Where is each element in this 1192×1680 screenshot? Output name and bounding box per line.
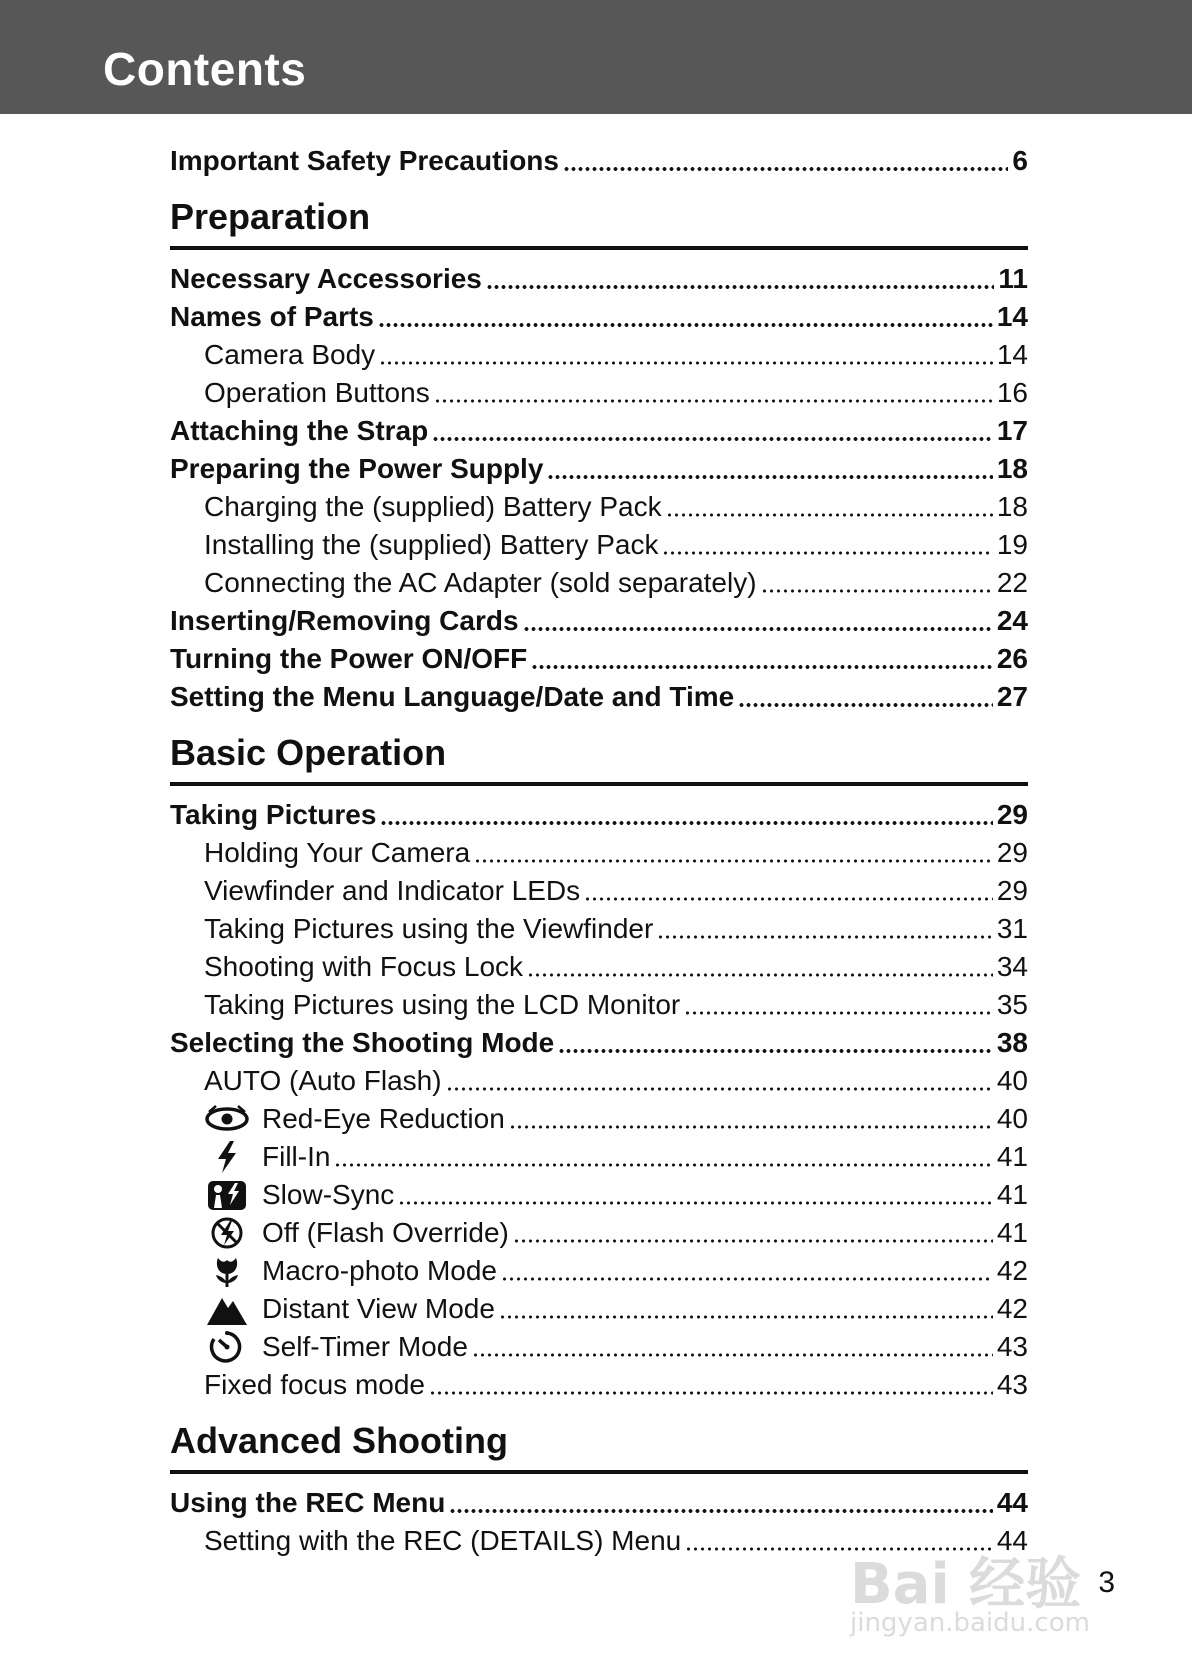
toc-entry-page: 41	[996, 1179, 1028, 1210]
leader-dots	[666, 513, 993, 517]
toc-entry-page: 40	[996, 1103, 1028, 1134]
toc-entry-label: Fixed focus mode	[204, 1369, 425, 1400]
toc-entry-page: 41	[996, 1141, 1028, 1172]
toc-entry-label: Fill-In	[262, 1141, 331, 1172]
toc-entry-page: 16	[996, 377, 1028, 408]
red-eye-icon	[204, 1102, 250, 1136]
toc-entry-page: 44	[996, 1487, 1028, 1518]
toc-entry[interactable]	[170, 1138, 1028, 1176]
toc-entry-page: 11	[998, 263, 1028, 294]
leader-dots	[432, 437, 993, 441]
leader-dots	[761, 589, 993, 593]
toc-entry-page: 17	[996, 415, 1028, 446]
toc-entry-page: 27	[996, 681, 1028, 712]
toc-entry[interactable]	[170, 450, 1028, 488]
leader-dots	[398, 1201, 993, 1205]
toc-entry-page: 6	[1012, 145, 1028, 176]
toc-entry-page: 43	[996, 1331, 1028, 1362]
toc-entry-page: 42	[996, 1255, 1028, 1286]
page-title: Contents	[103, 43, 307, 95]
toc-entry[interactable]	[170, 872, 1028, 910]
leader-dots	[513, 1239, 993, 1243]
toc-entry-label: Taking Pictures	[170, 799, 377, 830]
toc-entry-page: 18	[996, 453, 1028, 484]
section-preparation	[170, 194, 1028, 250]
toc-entry[interactable]	[170, 1290, 1028, 1328]
flash-off-icon	[204, 1216, 250, 1250]
toc-entry-page: 14	[996, 301, 1028, 332]
leader-dots	[380, 821, 992, 825]
toc-entry-label: Slow-Sync	[262, 1179, 395, 1210]
section-title: Preparation	[170, 196, 371, 237]
toc-entry[interactable]	[170, 488, 1028, 526]
leader-dots	[499, 1315, 993, 1319]
toc-entry-label: Preparing the Power Supply	[170, 453, 544, 484]
toc-entry-label: Names of Parts	[170, 301, 374, 332]
leader-dots	[501, 1277, 993, 1281]
leader-dots	[685, 1547, 993, 1551]
toc-entry-label: Camera Body	[204, 339, 376, 370]
section-title: Basic Operation	[170, 732, 447, 773]
toc-entry-label: Holding Your Camera	[204, 837, 471, 868]
leader-dots	[486, 285, 995, 289]
section-divider	[170, 246, 1028, 250]
leader-dots	[379, 361, 993, 365]
leader-dots	[558, 1049, 993, 1053]
macro-icon	[204, 1254, 250, 1288]
toc-entry[interactable]	[170, 1100, 1028, 1138]
toc-entry-page: 40	[996, 1065, 1028, 1096]
toc-entry-label: Off (Flash Override)	[262, 1217, 509, 1248]
leader-dots	[523, 627, 993, 631]
header-bar	[0, 0, 1192, 114]
toc-entry-label: Connecting the AC Adapter (sold separately)	[204, 567, 757, 598]
toc-entry-label: Attaching the Strap	[170, 415, 429, 446]
leader-dots	[662, 551, 992, 555]
table-of-contents	[170, 142, 1028, 1560]
toc-entry-label: Turning the Power ON/OFF	[170, 643, 528, 674]
toc-entry[interactable]	[170, 298, 1028, 336]
toc-entry[interactable]	[170, 1176, 1028, 1214]
toc-entry-page: 24	[996, 605, 1028, 636]
toc-entry[interactable]	[170, 412, 1028, 450]
toc-entry-page: 26	[996, 643, 1028, 674]
toc-entry-label: Charging the (supplied) Battery Pack	[204, 491, 662, 522]
toc-entry[interactable]	[170, 796, 1028, 834]
leader-dots	[474, 859, 993, 863]
leader-dots	[738, 703, 993, 707]
toc-entry-page: 31	[996, 913, 1028, 944]
toc-entry[interactable]	[170, 1522, 1028, 1560]
toc-entry-label: Red-Eye Reduction	[262, 1103, 505, 1134]
toc-entry[interactable]	[170, 986, 1028, 1024]
toc-entry-label: Necessary Accessories	[170, 263, 482, 294]
toc-entry[interactable]	[170, 1328, 1028, 1366]
toc-entry-label: Distant View Mode	[262, 1293, 495, 1324]
leader-dots	[509, 1125, 993, 1129]
toc-entry[interactable]	[170, 260, 1028, 298]
toc-entry-label: Macro-photo Mode	[262, 1255, 498, 1286]
section-divider	[170, 782, 1028, 786]
toc-entry-label: Inserting/Removing Cards	[170, 605, 519, 636]
toc-entry-page: 41	[996, 1217, 1028, 1248]
toc-entry-label: Selecting the Shooting Mode	[170, 1027, 555, 1058]
toc-entry-label: Viewfinder and Indicator LEDs	[204, 875, 581, 906]
toc-entry-page: 22	[996, 567, 1028, 598]
toc-entry-page: 43	[996, 1369, 1028, 1400]
toc-entry[interactable]	[170, 910, 1028, 948]
toc-entry-label: Setting the Menu Language/Date and Time	[170, 681, 735, 712]
toc-entry[interactable]	[170, 678, 1028, 716]
toc-entry[interactable]	[170, 564, 1028, 602]
leader-dots	[657, 935, 993, 939]
leader-dots	[563, 167, 1008, 171]
toc-entry[interactable]	[170, 602, 1028, 640]
mountain-icon	[204, 1292, 250, 1326]
toc-entry-page: 44	[996, 1525, 1028, 1556]
leader-dots	[334, 1163, 992, 1167]
page-number: 3	[1098, 1566, 1115, 1599]
toc-entry-label: AUTO (Auto Flash)	[204, 1065, 442, 1096]
self-timer-icon	[204, 1330, 250, 1364]
toc-entry[interactable]	[170, 834, 1028, 872]
toc-entry-label: Self-Timer Mode	[262, 1331, 468, 1362]
toc-entry[interactable]	[170, 1214, 1028, 1252]
toc-entry-label: Shooting with Focus Lock	[204, 951, 524, 982]
toc-entry-label: Taking Pictures using the LCD Monitor	[204, 989, 681, 1020]
leader-dots	[684, 1011, 993, 1015]
leader-dots	[429, 1391, 993, 1395]
leader-dots	[584, 897, 993, 901]
leader-dots	[449, 1509, 993, 1513]
toc-entry-page: 34	[996, 951, 1028, 982]
toc-entry-page: 29	[996, 875, 1028, 906]
toc-entry[interactable]	[170, 526, 1028, 564]
toc-entry-label: Operation Buttons	[204, 377, 430, 408]
toc-entry-page: 35	[996, 989, 1028, 1020]
section-title: Advanced Shooting	[170, 1420, 509, 1461]
toc-entry-page: 29	[996, 837, 1028, 868]
toc-entry-page: 42	[996, 1293, 1028, 1324]
leader-dots	[472, 1353, 993, 1357]
toc-entry-label: Using the REC Menu	[170, 1487, 446, 1518]
toc-entry[interactable]	[170, 1024, 1028, 1062]
flash-icon	[204, 1140, 250, 1174]
toc-entry-label: Installing the (supplied) Battery Pack	[204, 529, 659, 560]
toc-entry[interactable]	[170, 374, 1028, 412]
toc-entry[interactable]	[170, 1366, 1028, 1404]
watermark-line2: jingyan.baidu.com	[850, 1608, 1090, 1638]
toc-entry[interactable]	[170, 640, 1028, 678]
toc-entry-page: 38	[996, 1027, 1028, 1058]
toc-entry[interactable]	[170, 336, 1028, 374]
leader-dots	[527, 973, 993, 977]
watermark-line1: Bai 经验	[850, 1552, 1082, 1617]
slow-sync-icon	[204, 1178, 250, 1212]
section-basic-operation	[170, 730, 1028, 786]
leader-dots	[378, 323, 993, 327]
toc-entry-label: Important Safety Precautions	[170, 145, 559, 176]
leader-dots	[531, 665, 993, 669]
leader-dots	[434, 399, 993, 403]
toc-entry-page: 19	[996, 529, 1028, 560]
toc-entry-top[interactable]	[170, 142, 1028, 180]
section-divider	[170, 1470, 1028, 1474]
section-advanced-shooting	[170, 1418, 1028, 1474]
toc-entry-page: 18	[996, 491, 1028, 522]
toc-entry[interactable]	[170, 1252, 1028, 1290]
toc-entry[interactable]	[170, 1484, 1028, 1522]
toc-entry-label: Setting with the REC (DETAILS) Menu	[204, 1525, 682, 1556]
toc-entry[interactable]	[170, 948, 1028, 986]
toc-entry-page: 29	[996, 799, 1028, 830]
leader-dots	[547, 475, 992, 479]
toc-entry[interactable]	[170, 1062, 1028, 1100]
leader-dots	[446, 1087, 993, 1091]
toc-entry-page: 14	[996, 339, 1028, 370]
toc-entry-label: Taking Pictures using the Viewfinder	[204, 913, 654, 944]
